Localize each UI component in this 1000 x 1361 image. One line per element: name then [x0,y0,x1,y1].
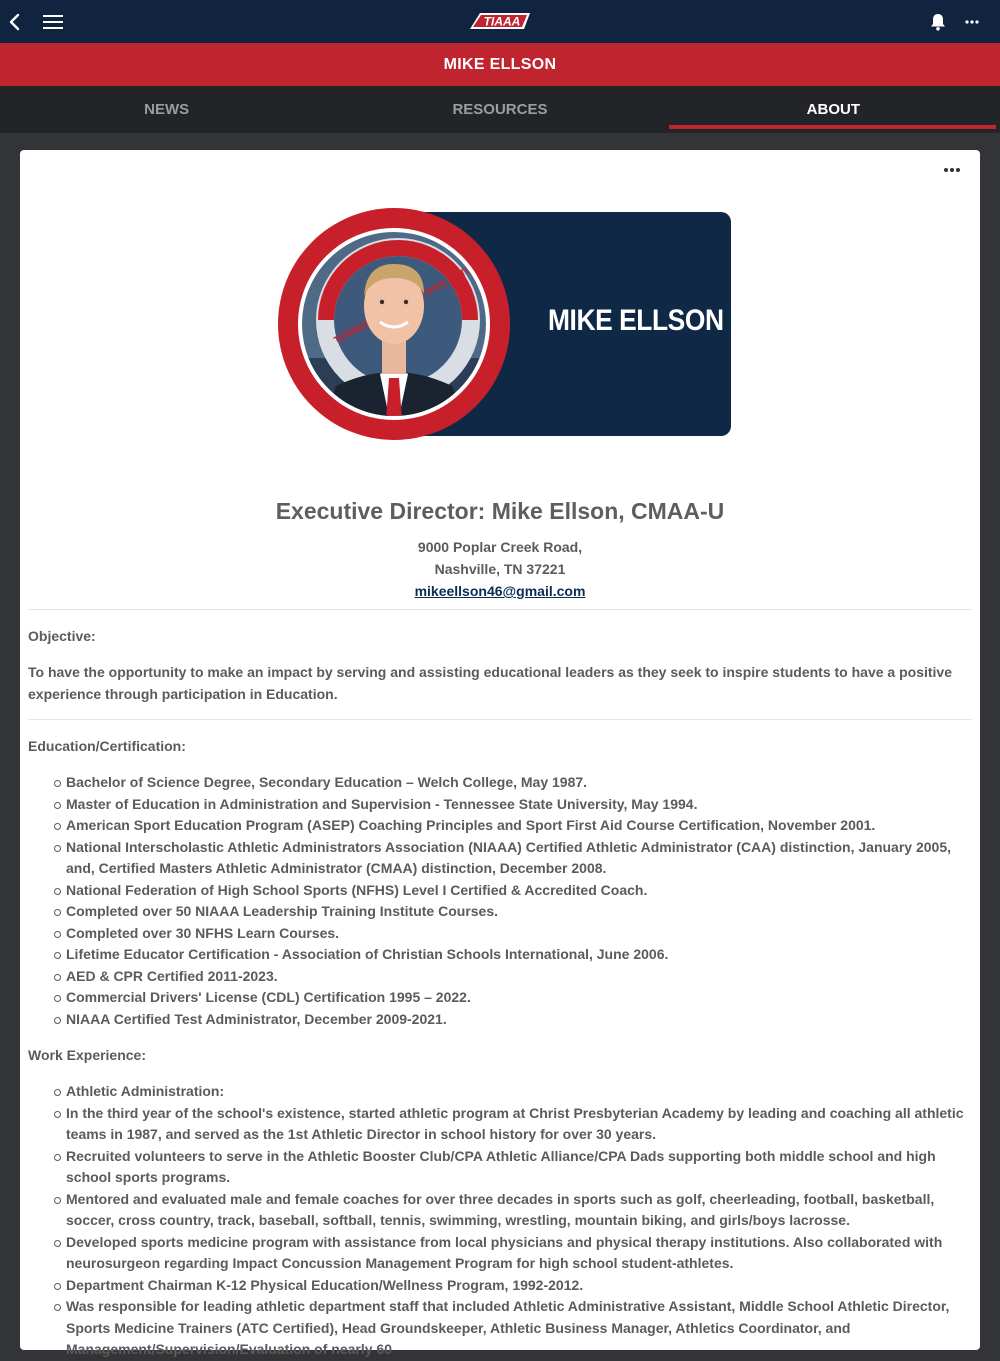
address-line-1: 9000 Poplar Creek Road, [417,539,583,555]
profile-heading: Executive Director: Mike Ellson, CMAA-U [275,498,725,524]
list-item: Completed over 50 NIAAA Leadership Training Institute Courses. [28,901,972,923]
list-item: National Interscholastic Athletic Administrators Association (NIAAA) Certified Athletic Administrator (CAA) distinction, January 2005, and, Certified Masters Athletic Administrator (CMAA) distinction, December 2008. [28,837,972,880]
list-item: Department Chairman K-12 Physical Education/Wellness Program, 1992-2012. [28,1275,972,1297]
objective-text: To have the opportunity to make an impact by serving and assisting educational leaders as they seek to inspire students to have a positive experience through participation in Education. [28,664,952,702]
tab-about[interactable]: ABOUT [667,86,1000,133]
hamburger-menu-icon[interactable] [38,0,68,43]
card-more-options-icon[interactable] [938,162,966,178]
profile-banner [278,208,734,440]
tab-news[interactable]: NEWS [144,101,190,118]
divider [28,609,972,610]
list-item: Was responsible for leading athletic department staff that included Athletic Administrative Assistant, Middle School Athletic Director, Sports Medicine Trainers (ATC Certified), Head Groundskeeper, Athletic Business Manager, Athletics Coordinator, and Management/Supervision/Evaluation of nearly 60 [28,1296,972,1361]
list-item: American Sport Education Program (ASEP) Coaching Principles and Sport First Aid Course Certification, November 2001. [28,815,972,837]
list-item: Master of Education in Administration and Supervision - Tennessee State University, May 1994. [28,794,972,816]
more-options-icon[interactable] [958,0,986,43]
list-item: Athletic Administration: [28,1081,972,1103]
page-title: MIKE ELLSON [443,55,557,73]
email-link-container [20,583,980,599]
photo-background-text: TENNESSEE INTERSCHOLASTIC [332,262,478,347]
email-link[interactable]: mikeellson46@gmail.com [414,583,586,599]
page-title-bar [0,43,1000,86]
list-item: Completed over 30 NFHS Learn Courses. [28,923,972,945]
list-item: Developed sports medicine program with assistance from local physicians and physical therapy institutions. Also collaborated with neurosurgeon regarding Impact Concussion Management Program for high school student-athletes. [28,1232,972,1275]
objective-title: Objective: [28,628,96,644]
top-bar [0,0,1000,43]
list-item: NIAAA Certified Test Administrator, December 2009-2021. [28,1009,972,1031]
notification-bell-icon[interactable] [924,0,952,43]
tiaaa-logo[interactable] [466,9,534,33]
list-item: Mentored and evaluated male and female coaches for over three decades in sports such as golf, cheerleading, football, basketball, soccer, cross country, track, baseball, softball, tennis, swimming, wrestling, mountain biking, and girls/boys lacrosse. [28,1189,972,1232]
education-list [28,772,972,1030]
about-card [20,150,980,1357]
work-experience-list [28,1081,972,1361]
tab-bar [0,86,1000,133]
list-item: Lifetime Educator Certification - Association of Christian Schools International, June 2006. [28,944,972,966]
profile-photo [278,208,510,440]
divider [28,719,972,720]
education-title: Education/Certification: [28,738,186,754]
list-item: AED & CPR Certified 2011-2023. [28,966,972,988]
tab-resources[interactable]: RESOURCES [452,101,548,118]
list-item: In the third year of the school's existence, started athletic program at Christ Presbyterian Academy by leading and coaching all athletic teams in 1987, and served as the 1st Athletic Director in school history for over 30 years. [28,1103,972,1146]
back-icon[interactable] [2,0,26,43]
banner-name: MIKE ELLSON [548,304,724,337]
list-item: Recruited volunteers to serve in the Athletic Booster Club/CPA Athletic Alliance/CPA Dads supporting both middle school and high school sports programs. [28,1146,972,1189]
address-line-2: Nashville, TN 37221 [434,561,566,577]
list-item: Bachelor of Science Degree, Secondary Education – Welch College, May 1987. [28,772,972,794]
logo-text: TIAAA [483,14,521,29]
list-item: National Federation of High School Sports (NFHS) Level I Certified & Accredited Coach. [28,880,972,902]
list-item: Commercial Drivers' License (CDL) Certification 1995 – 2022. [28,987,972,1009]
work-experience-title: Work Experience: [28,1047,147,1063]
